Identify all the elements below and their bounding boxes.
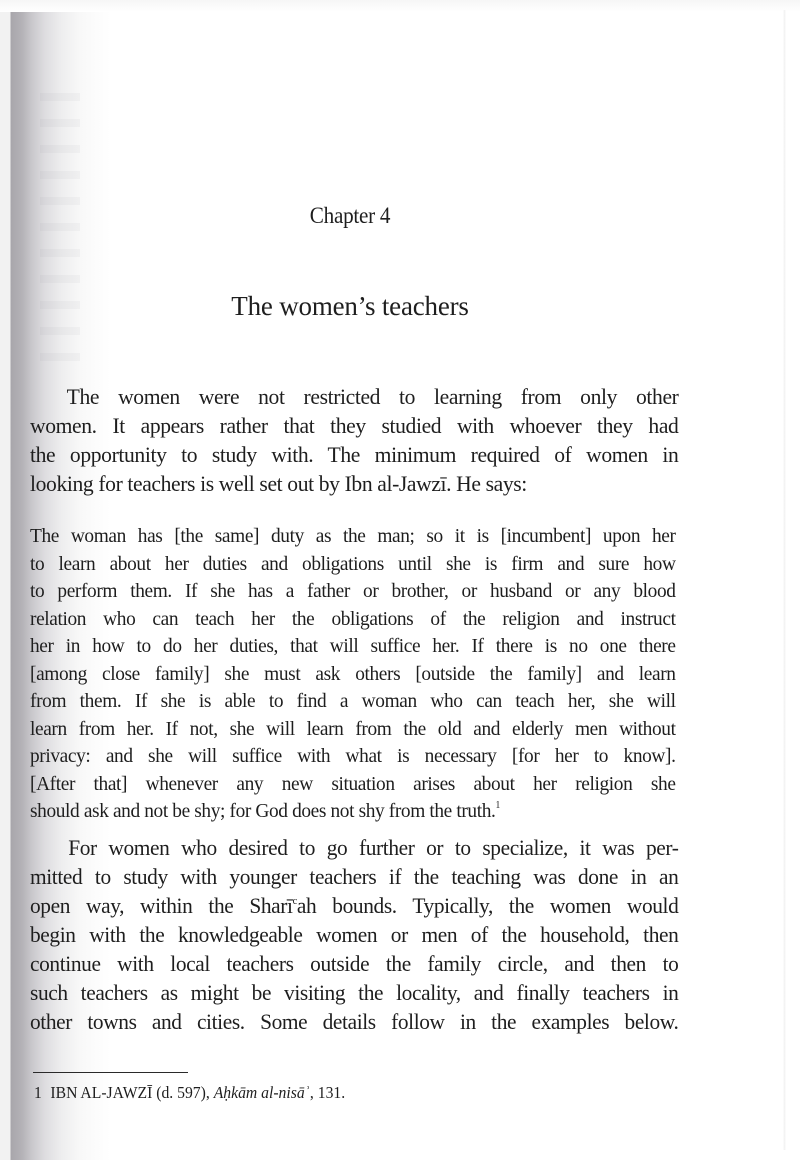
text-line: the opportunity to study with. The minimum required of women in (30, 442, 679, 467)
quote-line-last (30, 798, 676, 826)
quote-line: to perform them. If she has a father or brother, or husband or any blood (30, 580, 676, 602)
text-line: mitted to study with younger teachers if the teaching was done in an (30, 864, 679, 889)
quote-line: her in how to do her duties, that will suffice her. If there is no one there (30, 635, 676, 657)
ayn-mark: c (292, 895, 297, 907)
text-line: such teachers as might be visiting the locality, and finally teachers in (30, 980, 679, 1005)
text-line: begin with the knowledgeable women or men of the household, then (30, 922, 679, 947)
text-line: looking for teachers is well set out by Ibn al-Jawzī. He says: (30, 471, 527, 496)
footnote (34, 1083, 345, 1103)
quote-line: to learn about her duties and obligations until she is firm and sure how (30, 552, 676, 575)
quote-line: [among close family] she must ask others [outside the family] and learn (30, 662, 676, 685)
text-line: For women who desired to go further or to specialize, it was per- (68, 835, 679, 860)
chapter-label: Chapter 4 (309, 203, 391, 228)
text-line: The women were not restricted to learning from only other (66, 384, 679, 409)
quote-text: should ask and not be shy; for God does not shy from the truth. (30, 800, 496, 822)
quote-line: [After that] whenever any new situation arises about her religion she (30, 772, 676, 795)
quote-line: privacy: and she will suffice with what is necessary [for her to know]. (30, 745, 676, 767)
text-line: continue with local teachers outside the family circle, and then to (30, 951, 679, 976)
paragraph-continuation (30, 833, 678, 1036)
page-right-edge (783, 10, 786, 1150)
paragraph-intro (30, 382, 678, 498)
quote-line: The woman has [the same] duty as the man; so it is [incumbent] upon her (30, 525, 676, 547)
text-line: women. It appears rather that they studied with whoever they had (30, 413, 679, 438)
footnote-work-title: Aḥkām al-nisāʾ (213, 1083, 310, 1102)
chapter-title: The women’s teachers (231, 291, 469, 321)
quote-line: from them. If she is able to find a woman who can teach her, she will (30, 690, 676, 712)
text-segment: open way, within the Sharī (30, 893, 293, 918)
page-top-edge (0, 0, 800, 12)
quote-line: learn from her. If not, she will learn from the old and elderly men without (30, 717, 676, 740)
text-line: other towns and cities. Some details follow in the examples below. (30, 1009, 679, 1034)
quote-line: relation who can teach her the obligations of the religion and instruct (30, 607, 676, 630)
footnote-author: IBN AL-JAWZĪ (d. 597), (50, 1083, 214, 1102)
footnote-divider (33, 1072, 188, 1073)
footnote-reference[interactable]: 1 (495, 800, 500, 811)
footnote-page-ref: , 131. (309, 1083, 346, 1102)
footnote-number: 1 (34, 1083, 42, 1102)
block-quote (30, 523, 678, 826)
text-segment: ah bounds. Typically, the women would (296, 893, 679, 918)
text-line-with-ayn (30, 891, 678, 920)
